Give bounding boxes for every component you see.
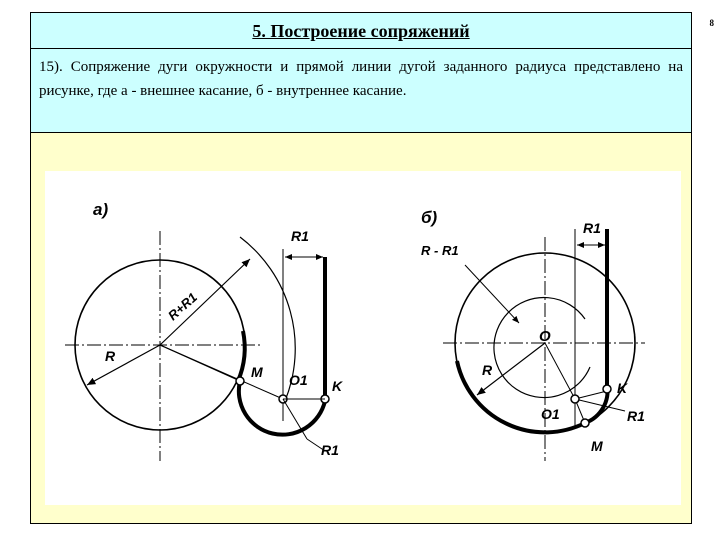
page-number: 8 bbox=[709, 18, 714, 28]
tangent-construction-drawing bbox=[45, 171, 681, 505]
panel-a-sum-arrow bbox=[160, 259, 250, 345]
description-box bbox=[31, 49, 691, 133]
panel-b-diff-leader bbox=[465, 265, 519, 323]
panel-b-drawing bbox=[421, 208, 645, 461]
panel-a-o1-label: O1 bbox=[289, 372, 308, 388]
panel-b-center-to-o1-line bbox=[545, 343, 575, 399]
panel-a-point-m bbox=[236, 377, 244, 385]
panel-b-thick-arc bbox=[457, 361, 585, 432]
panel-b-point-o1 bbox=[571, 395, 579, 403]
panel-b-label: б) bbox=[421, 208, 438, 227]
title-bar bbox=[31, 13, 691, 49]
panel-b-k-label: K bbox=[617, 380, 628, 396]
description-text: 15). Сопряжение дуги окружности и прямой линии дугой заданного радиуса представлено на рисунке, где а - внешнее касание, б - внутреннее касание. bbox=[39, 59, 683, 99]
slide-frame bbox=[30, 12, 692, 524]
panel-b-diff-label: R - R1 bbox=[421, 243, 459, 258]
panel-a-r1-bottom-label: R1 bbox=[321, 442, 339, 458]
panel-b-r1-right-label: R1 bbox=[627, 408, 645, 424]
panel-b-o1-label: O1 bbox=[541, 406, 560, 422]
panel-a-fillet-arc bbox=[239, 381, 325, 435]
panel-a-locus-arc bbox=[240, 237, 295, 401]
panel-a-m-label: M bbox=[251, 364, 263, 380]
page-title: 5. Построение сопряжений bbox=[252, 21, 470, 41]
panel-b-locus-arc bbox=[494, 298, 590, 398]
panel-b-o-label: O bbox=[539, 328, 551, 345]
panel-a-r-label: R bbox=[105, 348, 116, 364]
panel-a-r-arrow bbox=[87, 345, 160, 385]
panel-b-r-label: R bbox=[482, 362, 493, 378]
panel-b-point-k bbox=[603, 385, 611, 393]
panel-a-sum-label: R+R1 bbox=[164, 289, 200, 324]
figure-panel bbox=[45, 171, 681, 505]
panel-a-r1-top-label: R1 bbox=[291, 228, 309, 244]
panel-a-k-label: K bbox=[332, 378, 343, 394]
panel-a-drawing bbox=[65, 200, 343, 461]
panel-b-m-label: M bbox=[591, 438, 603, 454]
panel-b-point-m bbox=[581, 419, 589, 427]
panel-b-r1-top-label: R1 bbox=[583, 220, 601, 236]
panel-a-label: а) bbox=[93, 200, 109, 219]
panel-a-center-to-m-line bbox=[160, 345, 240, 381]
panel-a-tangent-arc-part bbox=[238, 331, 245, 381]
